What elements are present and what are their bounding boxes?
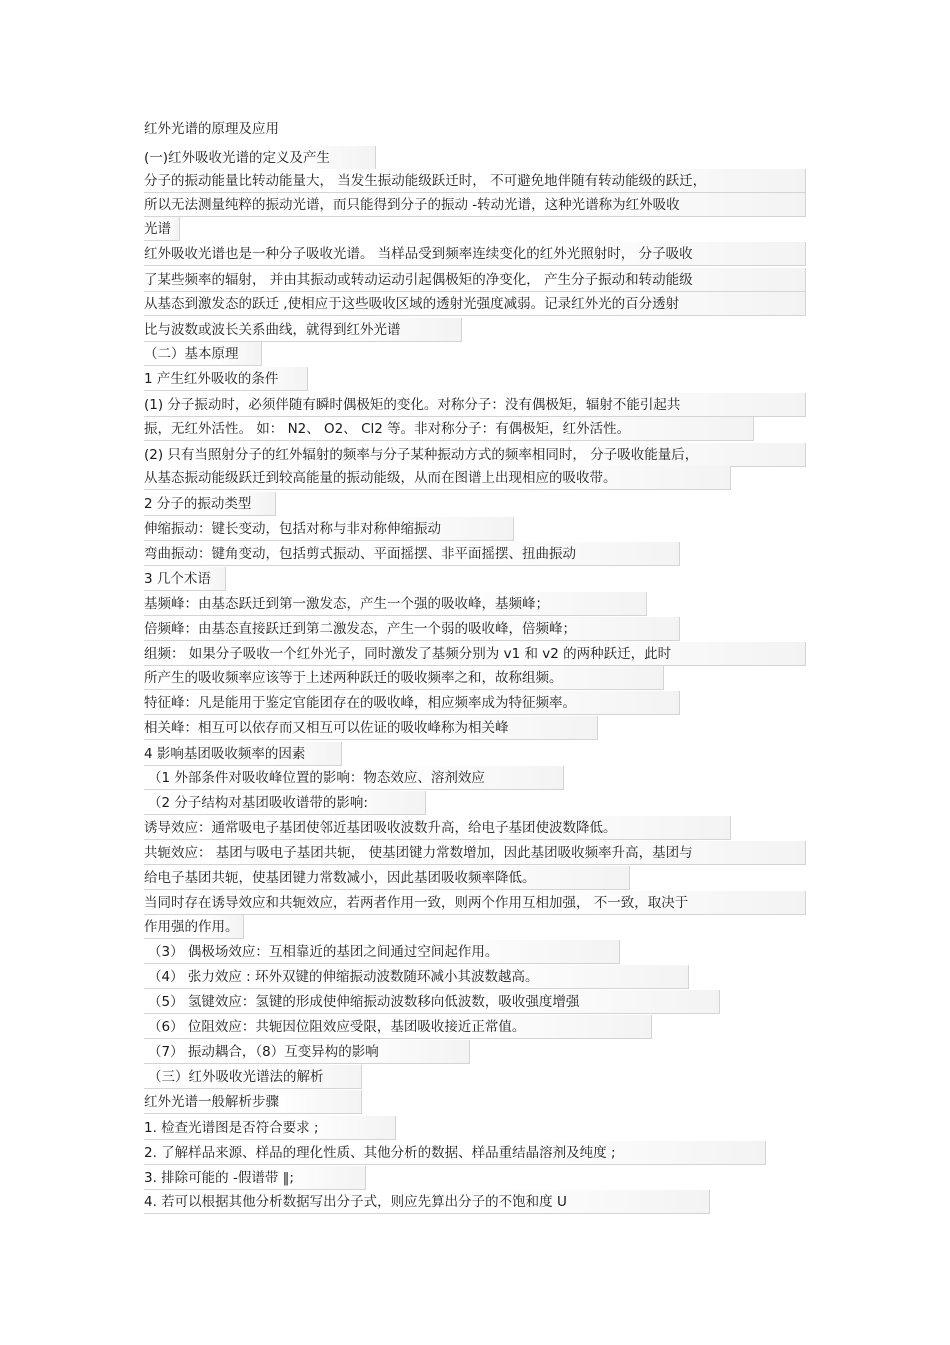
text-line: 当同时存在诱导效应和共轭效应，若两者作用一致，则两个作用互相加强， 不一致，取决于 xyxy=(144,891,806,915)
text-line: 作用强的作用。 xyxy=(144,915,244,939)
text-line: 所以无法测量纯粹的振动光谱，而只能得到分子的振动 -转动光谱，这种光谱称为红外吸收 xyxy=(144,193,806,217)
subsection-heading: 2 分子的振动类型 xyxy=(144,492,276,516)
text-line: （2 分子结构对基团吸收谱带的影响: xyxy=(144,791,426,815)
text-line: 比与波数或波长关系曲线，就得到红外光谱 xyxy=(144,318,462,342)
text-line: 红外光谱一般解析步骤 xyxy=(144,1090,362,1114)
text-line: 倍频峰：由基态直接跃迁到第二激发态，产生一个弱的吸收峰，倍频峰； xyxy=(144,617,680,641)
text-line: （6） 位阻效应：共轭因位阻效应受限，基团吸收接近正常值。 xyxy=(144,1015,652,1039)
text-line: 振，无红外活性。 如： N2、 O2、 Cl2 等。非对称分子：有偶极矩，红外活性。 xyxy=(144,417,754,441)
text-line: 弯曲振动：键角变动，包括剪式振动、平面摇摆、非平面摇摆、扭曲振动 xyxy=(144,542,680,566)
text-line: （4） 张力效应 : 环外双键的伸缩振动波数随环减小其波数越高。 xyxy=(144,965,689,989)
list-item: 2. 了解样品来源、样品的理化性质、其他分析的数据、样品重结晶溶剂及纯度 ; xyxy=(144,1141,766,1165)
text-line: 伸缩振动：键长变动，包括对称与非对称伸缩振动 xyxy=(144,517,514,541)
text-line: 光谱 xyxy=(144,217,180,241)
text-line: （7） 振动耦合，（8）互变异构的影响 xyxy=(144,1040,470,1064)
section-heading: （三）红外吸收光谱法的解析 xyxy=(144,1065,362,1089)
list-item: 4. 若可以根据其他分析数据写出分子式，则应先算出分子的不饱和度 U xyxy=(144,1190,710,1214)
text-line: 分子的振动能量比转动能量大， 当发生振动能级跃迁时， 不可避免地伴随有转动能级的跃迁， xyxy=(144,169,806,193)
subsection-heading: 1 产生红外吸收的条件 xyxy=(144,367,308,391)
text-line: 红外吸收光谱也是一种分子吸收光谱。 当样品受到频率连续变化的红外光照射时， 分子吸收 xyxy=(144,242,806,266)
section-heading: （二）基本原理 xyxy=(144,342,262,366)
text-line: (1) 分子振动时，必须伴随有瞬时偶极矩的变化。对称分子：没有偶极矩，辐射不能引起共 xyxy=(144,393,806,417)
text-line: 特征峰：凡是能用于鉴定官能团存在的吸收峰，相应频率成为特征频率。 xyxy=(144,691,680,715)
text-line: 基频峰：由基态跃迁到第一激发态，产生一个强的吸收峰，基频峰； xyxy=(144,592,647,616)
text-line: (一)红外吸收光谱的定义及产生 xyxy=(144,146,376,170)
text-line: （1 外部条件对吸收峰位置的影响：物态效应、溶剂效应 xyxy=(144,766,564,790)
text-line: 所产生的吸收频率应该等于上述两种跃迁的吸收频率之和，故称组频。 xyxy=(144,666,664,690)
text-line: 诱导效应：通常吸电子基团使邻近基团吸收波数升高，给电子基团使波数降低。 xyxy=(144,816,731,840)
subsection-heading: 4 影响基团吸收频率的因素 xyxy=(144,742,342,766)
doc-title: 红外光谱的原理及应用 xyxy=(144,121,279,137)
list-item: 1. 检查光谱图是否符合要求 ; xyxy=(144,1116,396,1140)
list-item: 3. 排除可能的 -假谱带 ‖; xyxy=(144,1166,366,1190)
text-line: 了某些频率的辐射， 并由其振动或转动运动引起偶极矩的净变化， 产生分子振动和转动能级 xyxy=(144,268,806,292)
text-line: 从基态振动能级跃迁到较高能量的振动能级，从而在图谱上出现相应的吸收带。 xyxy=(144,466,731,490)
text-line: 给电子基团共轭，使基团键力常数减小，因此基团吸收频率降低。 xyxy=(144,866,630,890)
text-line: 共轭效应： 基团与吸电子基团共轭， 使基团键力常数增加，因此基团吸收频率升高，基团与 xyxy=(144,841,806,865)
text-line: （3） 偶极场效应：互相靠近的基团之间通过空间起作用。 xyxy=(144,940,620,964)
text-line: （5） 氢键效应：氢键的形成使伸缩振动波数移向低波数，吸收强度增强 xyxy=(144,990,720,1014)
text-line: 组频： 如果分子吸收一个红外光子，同时激发了基频分别为 v1 和 v2 的两种跃迁，此时 xyxy=(144,642,806,666)
subsection-heading: 3 几个术语 xyxy=(144,567,226,591)
text-line: 相关峰：相互可以依存而又相互可以佐证的吸收峰称为相关峰 xyxy=(144,716,598,740)
text-line: (2) 只有当照射分子的红外辐射的频率与分子某种振动方式的频率相同时， 分子吸收能量后， xyxy=(144,443,806,467)
text-line: 从基态到激发态的跃迁 ,使相应于这些吸收区域的透射光强度减弱。记录红外光的百分透射 xyxy=(144,292,806,316)
